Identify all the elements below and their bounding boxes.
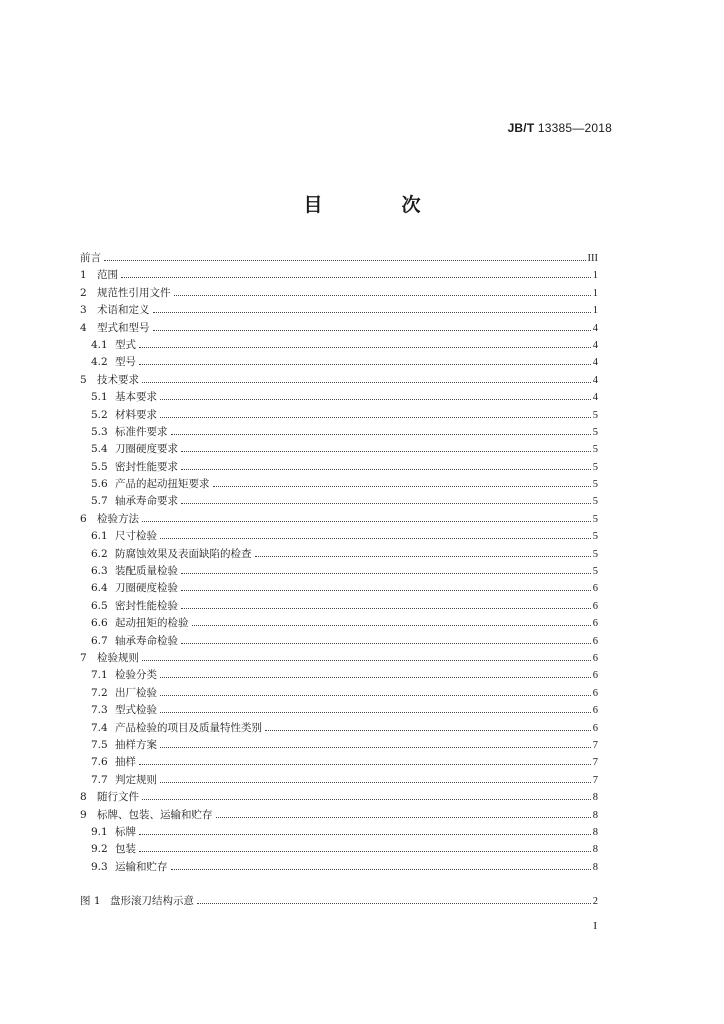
toc-entry-number: 6 xyxy=(80,512,87,525)
toc-entry-number: 5.3 xyxy=(91,425,108,438)
toc-entry-number: 4.1 xyxy=(91,338,108,351)
dot-leader xyxy=(160,538,591,539)
dot-leader xyxy=(181,451,591,452)
toc-entry[interactable] xyxy=(80,615,598,632)
toc-entry[interactable] xyxy=(80,250,598,267)
toc-entry-number: 6.3 xyxy=(91,565,108,578)
dot-leader xyxy=(213,486,591,487)
toc-entry-number: 7.4 xyxy=(91,721,108,734)
table-of-contents xyxy=(80,250,598,910)
toc-entry[interactable] xyxy=(80,807,598,824)
toc-entry-page: 1 xyxy=(592,287,598,299)
dot-leader xyxy=(265,730,591,731)
page-title: 目 次 xyxy=(303,194,451,216)
toc-entry-page: 5 xyxy=(592,426,598,438)
toc-entry-title: 抽样 xyxy=(115,756,136,769)
toc-entry-number: 5.7 xyxy=(91,495,108,508)
dot-leader xyxy=(181,608,591,609)
toc-entry-title: 标准件要求 xyxy=(115,425,168,438)
toc-entry-title: 检验分类 xyxy=(115,669,157,682)
toc-entry-title: 基本要求 xyxy=(115,391,157,404)
toc-entry-page: 8 xyxy=(592,792,598,804)
dot-leader xyxy=(181,590,591,591)
toc-entry-number: 5.2 xyxy=(91,408,108,421)
toc-entry-page: 7 xyxy=(592,757,598,769)
toc-entry-page: 8 xyxy=(592,809,598,821)
dot-leader xyxy=(160,417,591,418)
dot-leader xyxy=(171,434,591,435)
toc-entry-page: 7 xyxy=(592,739,598,751)
toc-entry-number: 4.2 xyxy=(91,356,108,369)
toc-entry-number: 5 xyxy=(80,373,87,386)
toc-entry-number: 9.2 xyxy=(91,843,108,856)
toc-entry-number: 6.2 xyxy=(91,547,108,560)
toc-entry[interactable] xyxy=(80,667,598,684)
toc-entry-title: 防腐蚀效果及表面缺陷的检查 xyxy=(115,547,252,560)
page-number: I xyxy=(593,920,597,932)
toc-entry[interactable] xyxy=(80,441,598,458)
toc-entry-title: 密封性能要求 xyxy=(115,460,178,473)
toc-entry[interactable] xyxy=(80,493,598,510)
toc-entry-title: 型式 xyxy=(115,338,136,351)
dot-leader xyxy=(142,799,591,800)
dot-leader xyxy=(142,521,591,522)
toc-entry-title: 材料要求 xyxy=(115,408,157,421)
toc-entry[interactable] xyxy=(80,841,598,858)
toc-entry-title: 检验规则 xyxy=(97,651,139,664)
dot-leader xyxy=(160,712,591,713)
toc-entry-number: 9.3 xyxy=(91,860,108,873)
toc-entry-title: 运输和贮存 xyxy=(115,860,168,873)
toc-entry-number: 6.6 xyxy=(91,617,108,630)
toc-entry[interactable] xyxy=(80,598,598,615)
toc-entry[interactable] xyxy=(80,267,598,284)
toc-entry-page: 6 xyxy=(592,583,598,595)
dot-leader xyxy=(160,695,591,696)
toc-entry-page: 5 xyxy=(592,513,598,525)
toc-entry[interactable] xyxy=(80,685,598,702)
toc-entry-page: 4 xyxy=(592,322,598,334)
toc-entry-page: 1 xyxy=(592,270,598,282)
toc-entry-number: 7.7 xyxy=(91,773,108,786)
figure-entry[interactable] xyxy=(80,893,598,910)
toc-entry-page: 6 xyxy=(592,687,598,699)
dot-leader xyxy=(181,573,591,574)
toc-entry-number: 6.5 xyxy=(91,599,108,612)
toc-entry-number: 2 xyxy=(80,286,87,299)
dot-leader xyxy=(171,869,591,870)
toc-entry-title: 尺寸检验 xyxy=(115,530,157,543)
toc-entry-title: 规范性引用文件 xyxy=(97,286,171,299)
toc-entry-number: 5.5 xyxy=(91,460,108,473)
toc-entry-page: 1 xyxy=(592,305,598,317)
dot-leader xyxy=(139,851,591,852)
dot-leader xyxy=(153,312,591,313)
toc-entry-page: 8 xyxy=(592,826,598,838)
toc-entry-page: 6 xyxy=(592,652,598,664)
dot-leader xyxy=(139,834,591,835)
toc-entry-number: 9 xyxy=(80,808,87,821)
toc-entry-page: 7 xyxy=(592,774,598,786)
toc-entry-title: 盘形滚刀结构示意 xyxy=(110,895,194,908)
dot-leader xyxy=(142,382,591,383)
toc-entry[interactable] xyxy=(80,754,598,771)
toc-entry-number: 7.2 xyxy=(91,686,108,699)
toc-entry-number: 6.7 xyxy=(91,634,108,647)
toc-entry-number: 9.1 xyxy=(91,825,108,838)
toc-entry-number: 图 1 xyxy=(80,895,101,908)
toc-entry-title: 轴承寿命检验 xyxy=(115,634,178,647)
toc-entry-page: 5 xyxy=(592,461,598,473)
toc-entry-page: 6 xyxy=(592,722,598,734)
toc-entry-title: 产品的起动扭矩要求 xyxy=(115,478,210,491)
toc-entry-page: 5 xyxy=(592,531,598,543)
toc-entry-number: 5.4 xyxy=(91,443,108,456)
dot-leader xyxy=(142,660,591,661)
toc-entry-page: 5 xyxy=(592,496,598,508)
dot-leader xyxy=(139,364,591,365)
toc-entry-page: 5 xyxy=(592,479,598,491)
toc-entry-number: 7.3 xyxy=(91,704,108,717)
toc-entry-number: 4 xyxy=(80,321,87,334)
toc-entry-number: 3 xyxy=(80,304,87,317)
toc-entry-page: 5 xyxy=(592,548,598,560)
toc-entry[interactable] xyxy=(80,702,598,719)
toc-entry-page: 4 xyxy=(592,357,598,369)
toc-entry[interactable] xyxy=(80,650,598,667)
toc-entry[interactable] xyxy=(80,337,598,354)
toc-entry-page: 5 xyxy=(592,444,598,456)
toc-entry[interactable] xyxy=(80,528,598,545)
dot-leader xyxy=(160,399,591,400)
standard-code xyxy=(508,121,612,135)
toc-entry[interactable] xyxy=(80,546,598,563)
toc-entry-page: 6 xyxy=(592,705,598,717)
toc-entry[interactable] xyxy=(80,389,598,406)
toc-entry-number: 7.5 xyxy=(91,738,108,751)
toc-entry-page: 6 xyxy=(592,635,598,647)
dot-leader xyxy=(192,625,591,626)
toc-entry[interactable] xyxy=(80,372,598,389)
toc-entry-page: 6 xyxy=(592,670,598,682)
toc-entry-title: 型式检验 xyxy=(115,704,157,717)
dot-leader xyxy=(160,677,591,678)
toc-entry-page: 2 xyxy=(592,896,598,908)
toc-entry[interactable] xyxy=(80,476,598,493)
toc-entry-title: 标牌、包装、运输和贮存 xyxy=(97,808,213,821)
toc-entry-title: 标牌 xyxy=(115,825,136,838)
dot-leader xyxy=(104,260,586,261)
dot-leader xyxy=(121,277,591,278)
toc-entry-title: 术语和定义 xyxy=(97,304,150,317)
toc-entry-number: 5.6 xyxy=(91,478,108,491)
toc-entry-title: 装配质量检验 xyxy=(115,565,178,578)
toc-entry-title: 包装 xyxy=(115,843,136,856)
toc-entry-title: 型式和型号 xyxy=(97,321,150,334)
toc-entry-title: 出厂检验 xyxy=(115,686,157,699)
dot-leader xyxy=(197,903,591,904)
toc-entry-title: 前言 xyxy=(80,252,101,264)
toc-entry-number: 7.1 xyxy=(91,669,108,682)
toc-entry[interactable] xyxy=(80,407,598,424)
toc-entry-page: 8 xyxy=(592,844,598,856)
standard-number: 13385—2018 xyxy=(537,121,612,135)
dot-leader xyxy=(139,764,591,765)
dot-leader xyxy=(181,503,591,504)
toc-entry-title: 判定规则 xyxy=(115,773,157,786)
toc-entry[interactable] xyxy=(80,302,598,319)
dot-leader xyxy=(174,295,591,296)
toc-entry-title: 技术要求 xyxy=(97,373,139,386)
dot-leader xyxy=(139,347,591,348)
toc-entry-page: 5 xyxy=(592,566,598,578)
toc-entry-title: 型号 xyxy=(115,356,136,369)
toc-entry[interactable] xyxy=(80,511,598,528)
toc-entry-page: 4 xyxy=(592,339,598,351)
dot-leader xyxy=(160,782,591,783)
dot-leader xyxy=(181,469,591,470)
toc-entry-page: 4 xyxy=(592,374,598,386)
toc-entry[interactable] xyxy=(80,580,598,597)
toc-entry[interactable] xyxy=(80,459,598,476)
toc-entry-number: 7 xyxy=(80,651,87,664)
dot-leader xyxy=(153,330,591,331)
toc-entry-page: 5 xyxy=(592,409,598,421)
toc-entry[interactable] xyxy=(80,424,598,441)
toc-entry[interactable] xyxy=(80,720,598,737)
toc-entry-title: 抽样方案 xyxy=(115,738,157,751)
standard-prefix: JB/T xyxy=(507,121,535,135)
toc-entry-page: 4 xyxy=(592,392,598,404)
toc-entry-number: 8 xyxy=(80,791,87,804)
toc-entry[interactable] xyxy=(80,633,598,650)
toc-entry[interactable] xyxy=(80,824,598,841)
toc-entry-number: 7.6 xyxy=(91,756,108,769)
toc-entry[interactable] xyxy=(80,859,598,876)
dot-leader xyxy=(216,817,591,818)
toc-entry[interactable] xyxy=(80,789,598,806)
toc-entry-title: 起动扭矩的检验 xyxy=(115,617,189,630)
toc-entry-page: 6 xyxy=(592,618,598,630)
toc-entry-title: 密封性能检验 xyxy=(115,599,178,612)
toc-entry-page: 8 xyxy=(592,861,598,873)
dot-leader xyxy=(181,643,591,644)
toc-entry-number: 6.4 xyxy=(91,582,108,595)
toc-entry[interactable] xyxy=(80,737,598,754)
toc-entry-title: 随行文件 xyxy=(97,791,139,804)
toc-entry-title: 刀圈硬度检验 xyxy=(115,582,178,595)
dot-leader xyxy=(255,556,591,557)
toc-entry-page: III xyxy=(587,253,598,264)
toc-entry-title: 检验方法 xyxy=(97,512,139,525)
toc-entry-title: 刀圈硬度要求 xyxy=(115,443,178,456)
toc-entry-title: 产品检验的项目及质量特性类别 xyxy=(115,721,262,734)
toc-entry[interactable] xyxy=(80,772,598,789)
toc-entry[interactable] xyxy=(80,320,598,337)
toc-entry-title: 轴承寿命要求 xyxy=(115,495,178,508)
toc-entry[interactable] xyxy=(80,563,598,580)
toc-entry-page: 6 xyxy=(592,600,598,612)
toc-entry-number: 1 xyxy=(80,269,87,282)
dot-leader xyxy=(160,747,591,748)
toc-entry-number: 6.1 xyxy=(91,530,108,543)
toc-entry-number: 5.1 xyxy=(91,391,108,404)
toc-entry[interactable] xyxy=(80,285,598,302)
toc-entry[interactable] xyxy=(80,354,598,371)
toc-entry-title: 范围 xyxy=(97,269,118,282)
